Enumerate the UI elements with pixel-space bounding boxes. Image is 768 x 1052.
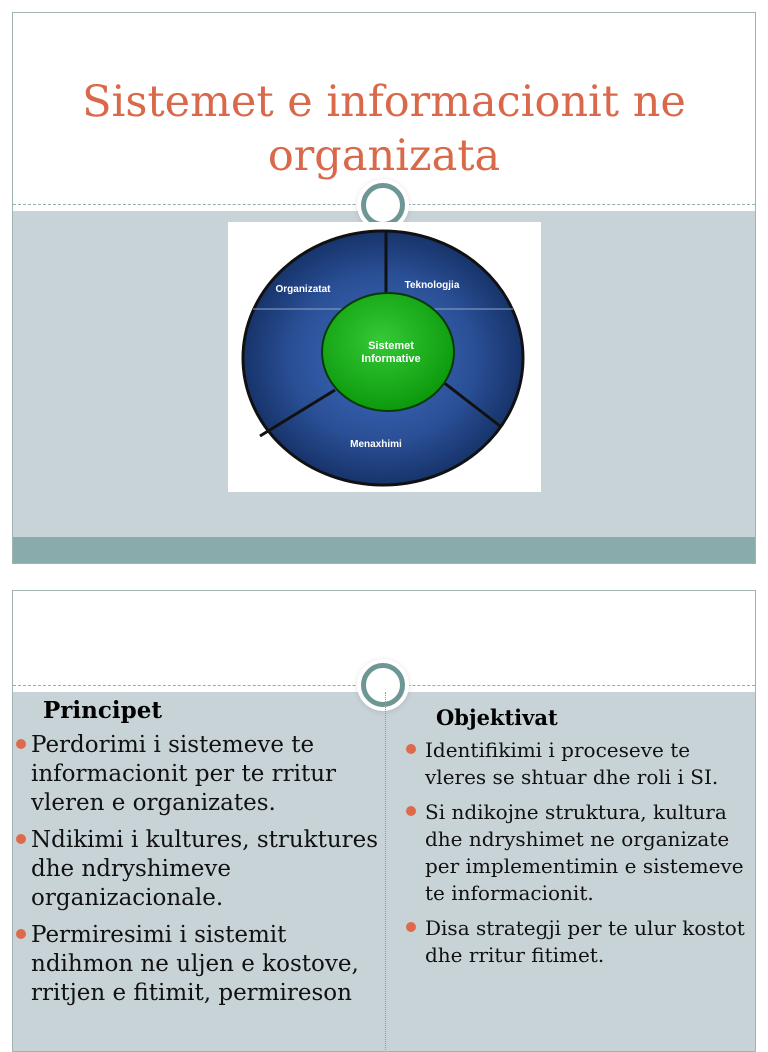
list-item: Identifikimi i proceseve te vleres se shtuar dhe roli i SI. — [425, 737, 750, 791]
segment-label-teknologjia: Teknologjia — [404, 280, 460, 291]
slide-1-title-area — [13, 13, 755, 206]
bullet-dot-icon — [406, 744, 416, 754]
ring-ornament-icon — [361, 183, 405, 227]
list-item: Perdorimi i sistemeve te informacionit per te rritur vleren e organizates. — [31, 731, 391, 818]
center-label-line2: Informative — [361, 353, 421, 365]
principet-list — [31, 731, 391, 1016]
center-label-line1: Sistemet — [368, 340, 414, 352]
list-item: Ndikimi i kultures, struktures dhe ndryshimeve organizacionale. — [31, 826, 391, 913]
bullet-dot-icon — [16, 834, 26, 844]
list-item: Si ndikojne struktura, kultura dhe ndryshimet ne organizate per implementimin e sistemeve te informacionit. — [425, 799, 750, 907]
slide-2 — [12, 590, 756, 1052]
objektivat-heading: Objektivat — [436, 705, 558, 730]
center-circle — [322, 293, 454, 411]
bullet-dot-icon — [16, 739, 26, 749]
bullet-dot-icon — [406, 922, 416, 932]
segment-label-menaxhimi: Menaxhimi — [350, 439, 402, 450]
bullet-dot-icon — [406, 806, 416, 816]
list-item: Permiresimi i sistemit ndihmon ne uljen e kostove, rritjen e fitimit, permireson — [31, 921, 391, 1008]
slide-1-title: Sistemet e informacionit ne organizata — [82, 77, 686, 181]
info-systems-diagram — [228, 222, 541, 492]
bullet-dot-icon — [16, 929, 26, 939]
principet-heading: Principet — [43, 697, 162, 724]
segment-label-organizatat: Organizatat — [275, 284, 331, 295]
slide-1 — [12, 12, 756, 564]
accent-bar — [13, 537, 755, 563]
objektivat-list — [425, 737, 750, 977]
list-item: Disa strategji per te ulur kostot dhe rritur fitimet. — [425, 915, 750, 969]
ring-ornament-icon — [361, 663, 405, 707]
diagram-svg — [228, 222, 541, 492]
